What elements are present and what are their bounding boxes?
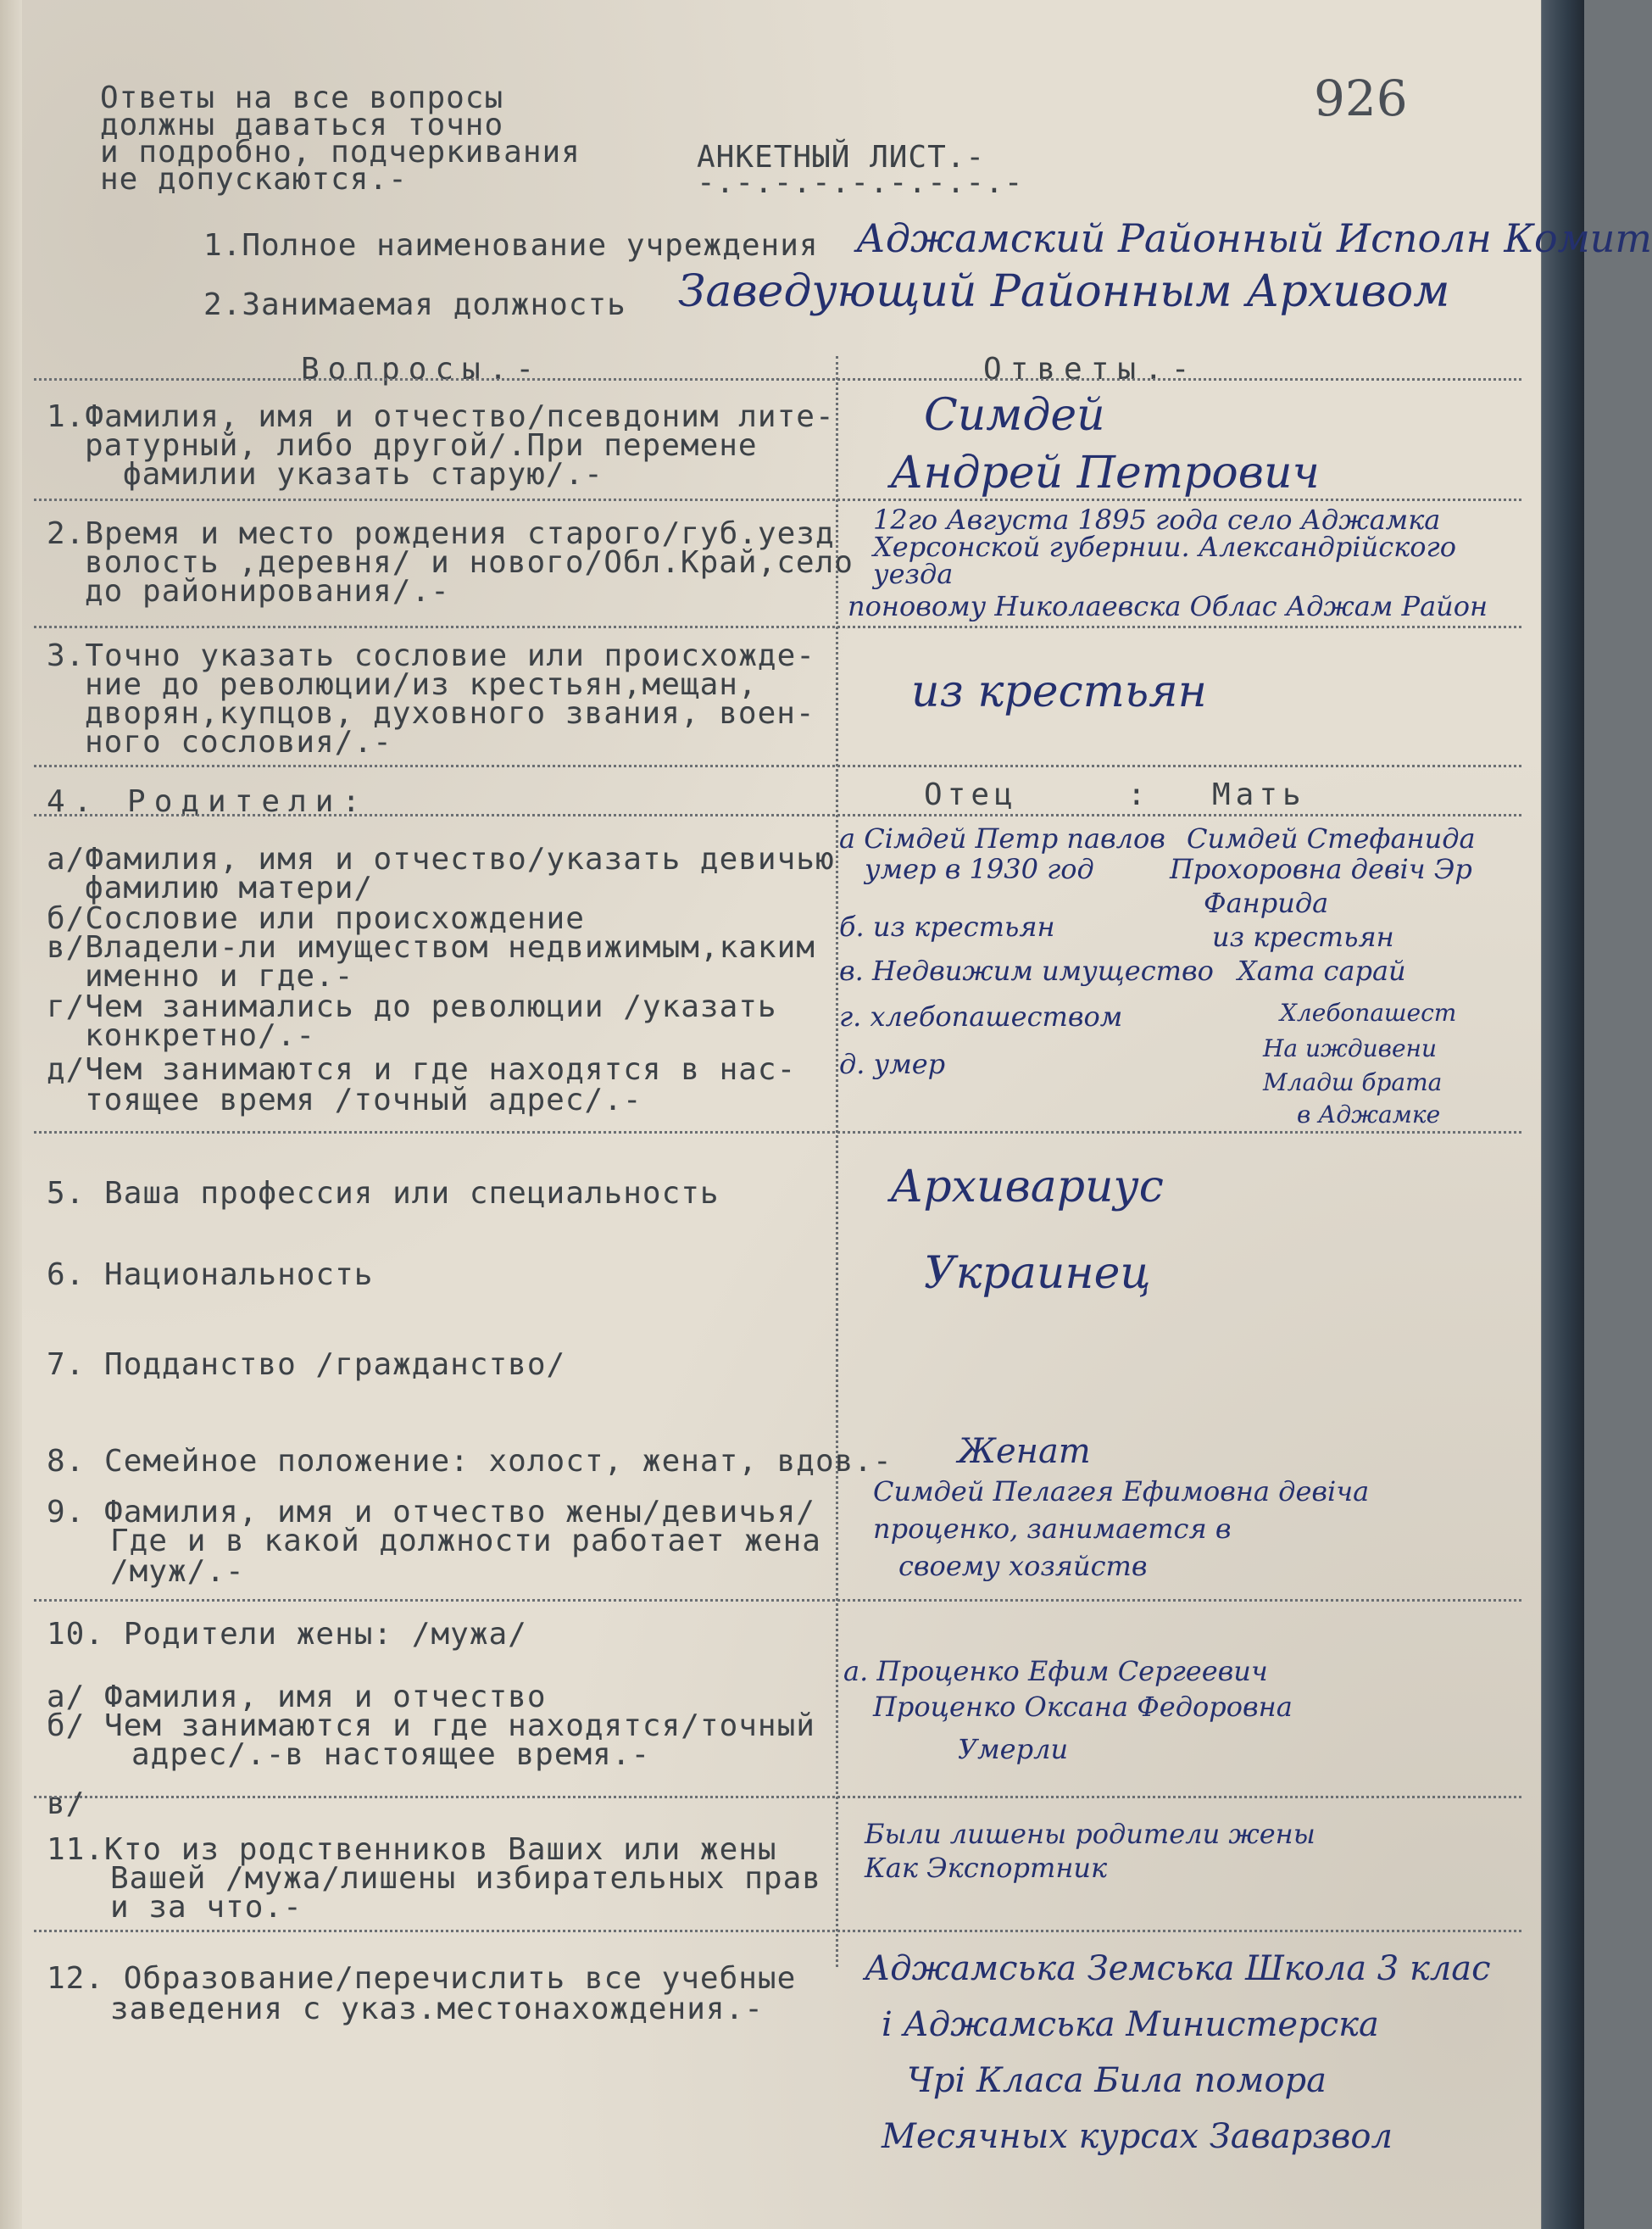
q1-text: фамилии указать старую/.-: [123, 457, 604, 492]
q3-text: ного сословия/.-: [85, 725, 392, 760]
separator: [34, 1796, 1521, 1798]
q12-answer: Аджамська Земська Школа 3 клас: [865, 1949, 1491, 1988]
q1-answer: Андрей Петрович: [890, 448, 1320, 499]
q2-text: до районирования/.-: [85, 574, 450, 609]
q2-answer: уезда: [873, 558, 954, 590]
q5-answer: Архивариус: [890, 1162, 1164, 1212]
q2-answer: поновому Николаевска Облас Аджам Район: [848, 590, 1488, 622]
q6-label: 6. Национальность: [47, 1257, 374, 1292]
separator: [34, 814, 1521, 816]
instructions-line: не допускаются.-: [100, 162, 408, 197]
separator: [34, 499, 1521, 501]
q11-answer: Были лишены родители жены: [865, 1818, 1315, 1850]
q3-text: дворян,купцов, духовного звания, воен-: [85, 696, 815, 731]
q4-mother-answer: Фанрида: [1204, 887, 1329, 919]
q1-text: 1.Фамилия, имя и отчество/псевдоним лите-: [47, 399, 835, 434]
q4-father-header: Отец: [924, 777, 1018, 812]
q4-mother-header: Мать: [1212, 777, 1306, 812]
q10-text: а/ Фамилия, имя и отчество: [47, 1680, 547, 1714]
separator: [34, 1599, 1521, 1602]
q4-text: фамилию матери/: [85, 871, 374, 906]
q4-mother-answer: На иждивени: [1263, 1034, 1437, 1062]
q7-label: 7. Подданство /гражданство/: [47, 1347, 566, 1382]
q12-answer: Месячных курсах Заварзвол: [882, 2117, 1393, 2156]
separator: [34, 626, 1521, 628]
page-number: 926: [1314, 70, 1408, 127]
q4-father-answer: б. из крестьян: [839, 911, 1055, 943]
q4-text: д/Чем занимаются и где находятся в нас-: [47, 1052, 797, 1087]
separator: [34, 1930, 1521, 1932]
instructions-line: должны даваться точно: [100, 108, 504, 142]
q4-mother-answer: Симдей Стефанида: [1187, 822, 1476, 855]
paper-fold: [0, 0, 22, 2229]
form-title: АНКЕТНЫЙ ЛИСТ.-: [697, 140, 986, 175]
q4-mother-answer: Хата сарай: [1238, 955, 1406, 987]
q4-text: а/Фамилия, имя и отчество/указать девичью: [47, 842, 835, 877]
q4-father-answer: в. Недвижим имущество: [839, 955, 1214, 987]
q10-label: 10. Родители жены: /мужа/: [47, 1617, 527, 1652]
q4-text: конкретно/.-: [85, 1018, 316, 1053]
q10-text: в/: [47, 1786, 86, 1821]
q11-text: Вашей /мужа/лишены избирательных прав: [110, 1861, 821, 1896]
q2-answer: Херсонской губернии. Александрійского: [873, 531, 1456, 563]
q10-answer: Проценко Оксана Федоровна: [873, 1691, 1293, 1723]
q8-label: 8. Семейное положение: холост, женат, вдов.-: [47, 1444, 893, 1479]
q8-answer: Женат: [958, 1432, 1091, 1471]
q10-text: б/ Чем занимаются и где находятся/точный: [47, 1708, 815, 1743]
q4-father-answer: д. умер: [839, 1048, 946, 1080]
answers-header: Ответы.-: [983, 352, 1199, 387]
q10-answer: а. Проценко Ефим Сергеевич: [843, 1655, 1268, 1687]
separator: [34, 378, 1521, 381]
q4-mother-answer: из крестьян: [1212, 921, 1394, 953]
q5-label: 5. Ваша профессия или специальность: [47, 1176, 720, 1211]
q2-answer: 12го Августа 1895 года село Аджамка: [873, 504, 1441, 536]
q4-father-answer: а Сімдей Петр павлов: [839, 822, 1165, 855]
q4-father-answer: г. хлебопашеством: [839, 1000, 1123, 1033]
q4-text: именно и где.-: [85, 959, 354, 994]
q4-mother-answer: Прохоровна девіч Эр: [1170, 853, 1472, 885]
questions-header: Вопросы.-: [301, 352, 543, 387]
q4-mother-answer: Младш брата: [1263, 1068, 1443, 1096]
q4-father-answer: умер в 1930 год: [865, 853, 1094, 885]
q11-text: 11.Кто из родственников Ваших или жены: [47, 1832, 777, 1867]
q10-text: адрес/.-в настоящее время.-: [131, 1737, 651, 1772]
q9-answer: проценко, занимается в: [873, 1513, 1232, 1545]
q4-label: 4. Родители:: [47, 784, 370, 819]
q9-answer: своему хозяйств: [898, 1550, 1148, 1582]
q3-text: 3.Точно указать сословие или происхожде-: [47, 638, 815, 673]
q2-text: волость ,деревня/ и нового/Обл.Край,село: [85, 545, 854, 580]
q10-answer: Умерли: [958, 1733, 1069, 1765]
q4-text: тоящее время /точный адрес/.-: [85, 1083, 642, 1117]
q4-text: б/Сословие или происхождение: [47, 901, 585, 936]
separator: [34, 1131, 1521, 1134]
q12-answer: і Аджамська Министерска: [882, 2005, 1379, 2044]
instructions-line: Ответы на все вопросы: [100, 81, 504, 115]
q4-text: в/Владели-ли имуществом недвижимым,каким: [47, 930, 815, 965]
institution-label: 1.Полное наименование учреждения: [203, 228, 819, 263]
background-edge: [1542, 0, 1584, 2229]
q4-text: г/Чем занимались до революции /указать: [47, 989, 777, 1024]
institution-value: Аджамский Районный Исполн Комит: [856, 215, 1652, 261]
q1-text: ратурный, либо другой/.При перемене: [85, 428, 758, 463]
q9-answer: Симдей Пелагея Ефимовна девіча: [873, 1475, 1370, 1507]
q3-text: ние до революции/из крестьян,мещан,: [85, 667, 758, 702]
q11-answer: Как Экспортник: [865, 1852, 1108, 1884]
q9-text: 9. Фамилия, имя и отчество жены/девичья/: [47, 1495, 815, 1530]
q12-answer: Чрі Класа Била помора: [907, 2061, 1327, 2100]
q12-text: заведения с указ.местонахождения.-: [110, 1992, 764, 2026]
instructions-line: и подробно, подчеркивания: [100, 135, 581, 170]
q4-mother-answer: в Аджамке: [1297, 1101, 1441, 1128]
q2-text: 2.Время и место рождения старого/губ.уезд: [47, 516, 835, 551]
position-label: 2.Занимаемая должность: [203, 287, 626, 322]
q4-colon: :: [1127, 777, 1147, 812]
q9-text: /муж/.-: [110, 1554, 245, 1589]
q12-text: 12. Образование/перечислить все учебные: [47, 1961, 797, 1996]
position-value: Заведующий Районным Архивом: [678, 266, 1450, 317]
column-divider: [836, 356, 838, 1967]
separator: [34, 765, 1521, 767]
q11-text: и за что.-: [110, 1890, 303, 1925]
form-title-underline: -.-.-.-.-.-.-.-.-: [697, 165, 1024, 200]
q3-answer: из крестьян: [911, 666, 1207, 717]
q6-answer: Украинец: [924, 1248, 1151, 1299]
q1-answer: Симдей: [924, 390, 1105, 441]
q9-text: Где и в какой должности работает жена: [110, 1524, 821, 1558]
q4-mother-answer: Хлебопашест: [1280, 999, 1457, 1027]
